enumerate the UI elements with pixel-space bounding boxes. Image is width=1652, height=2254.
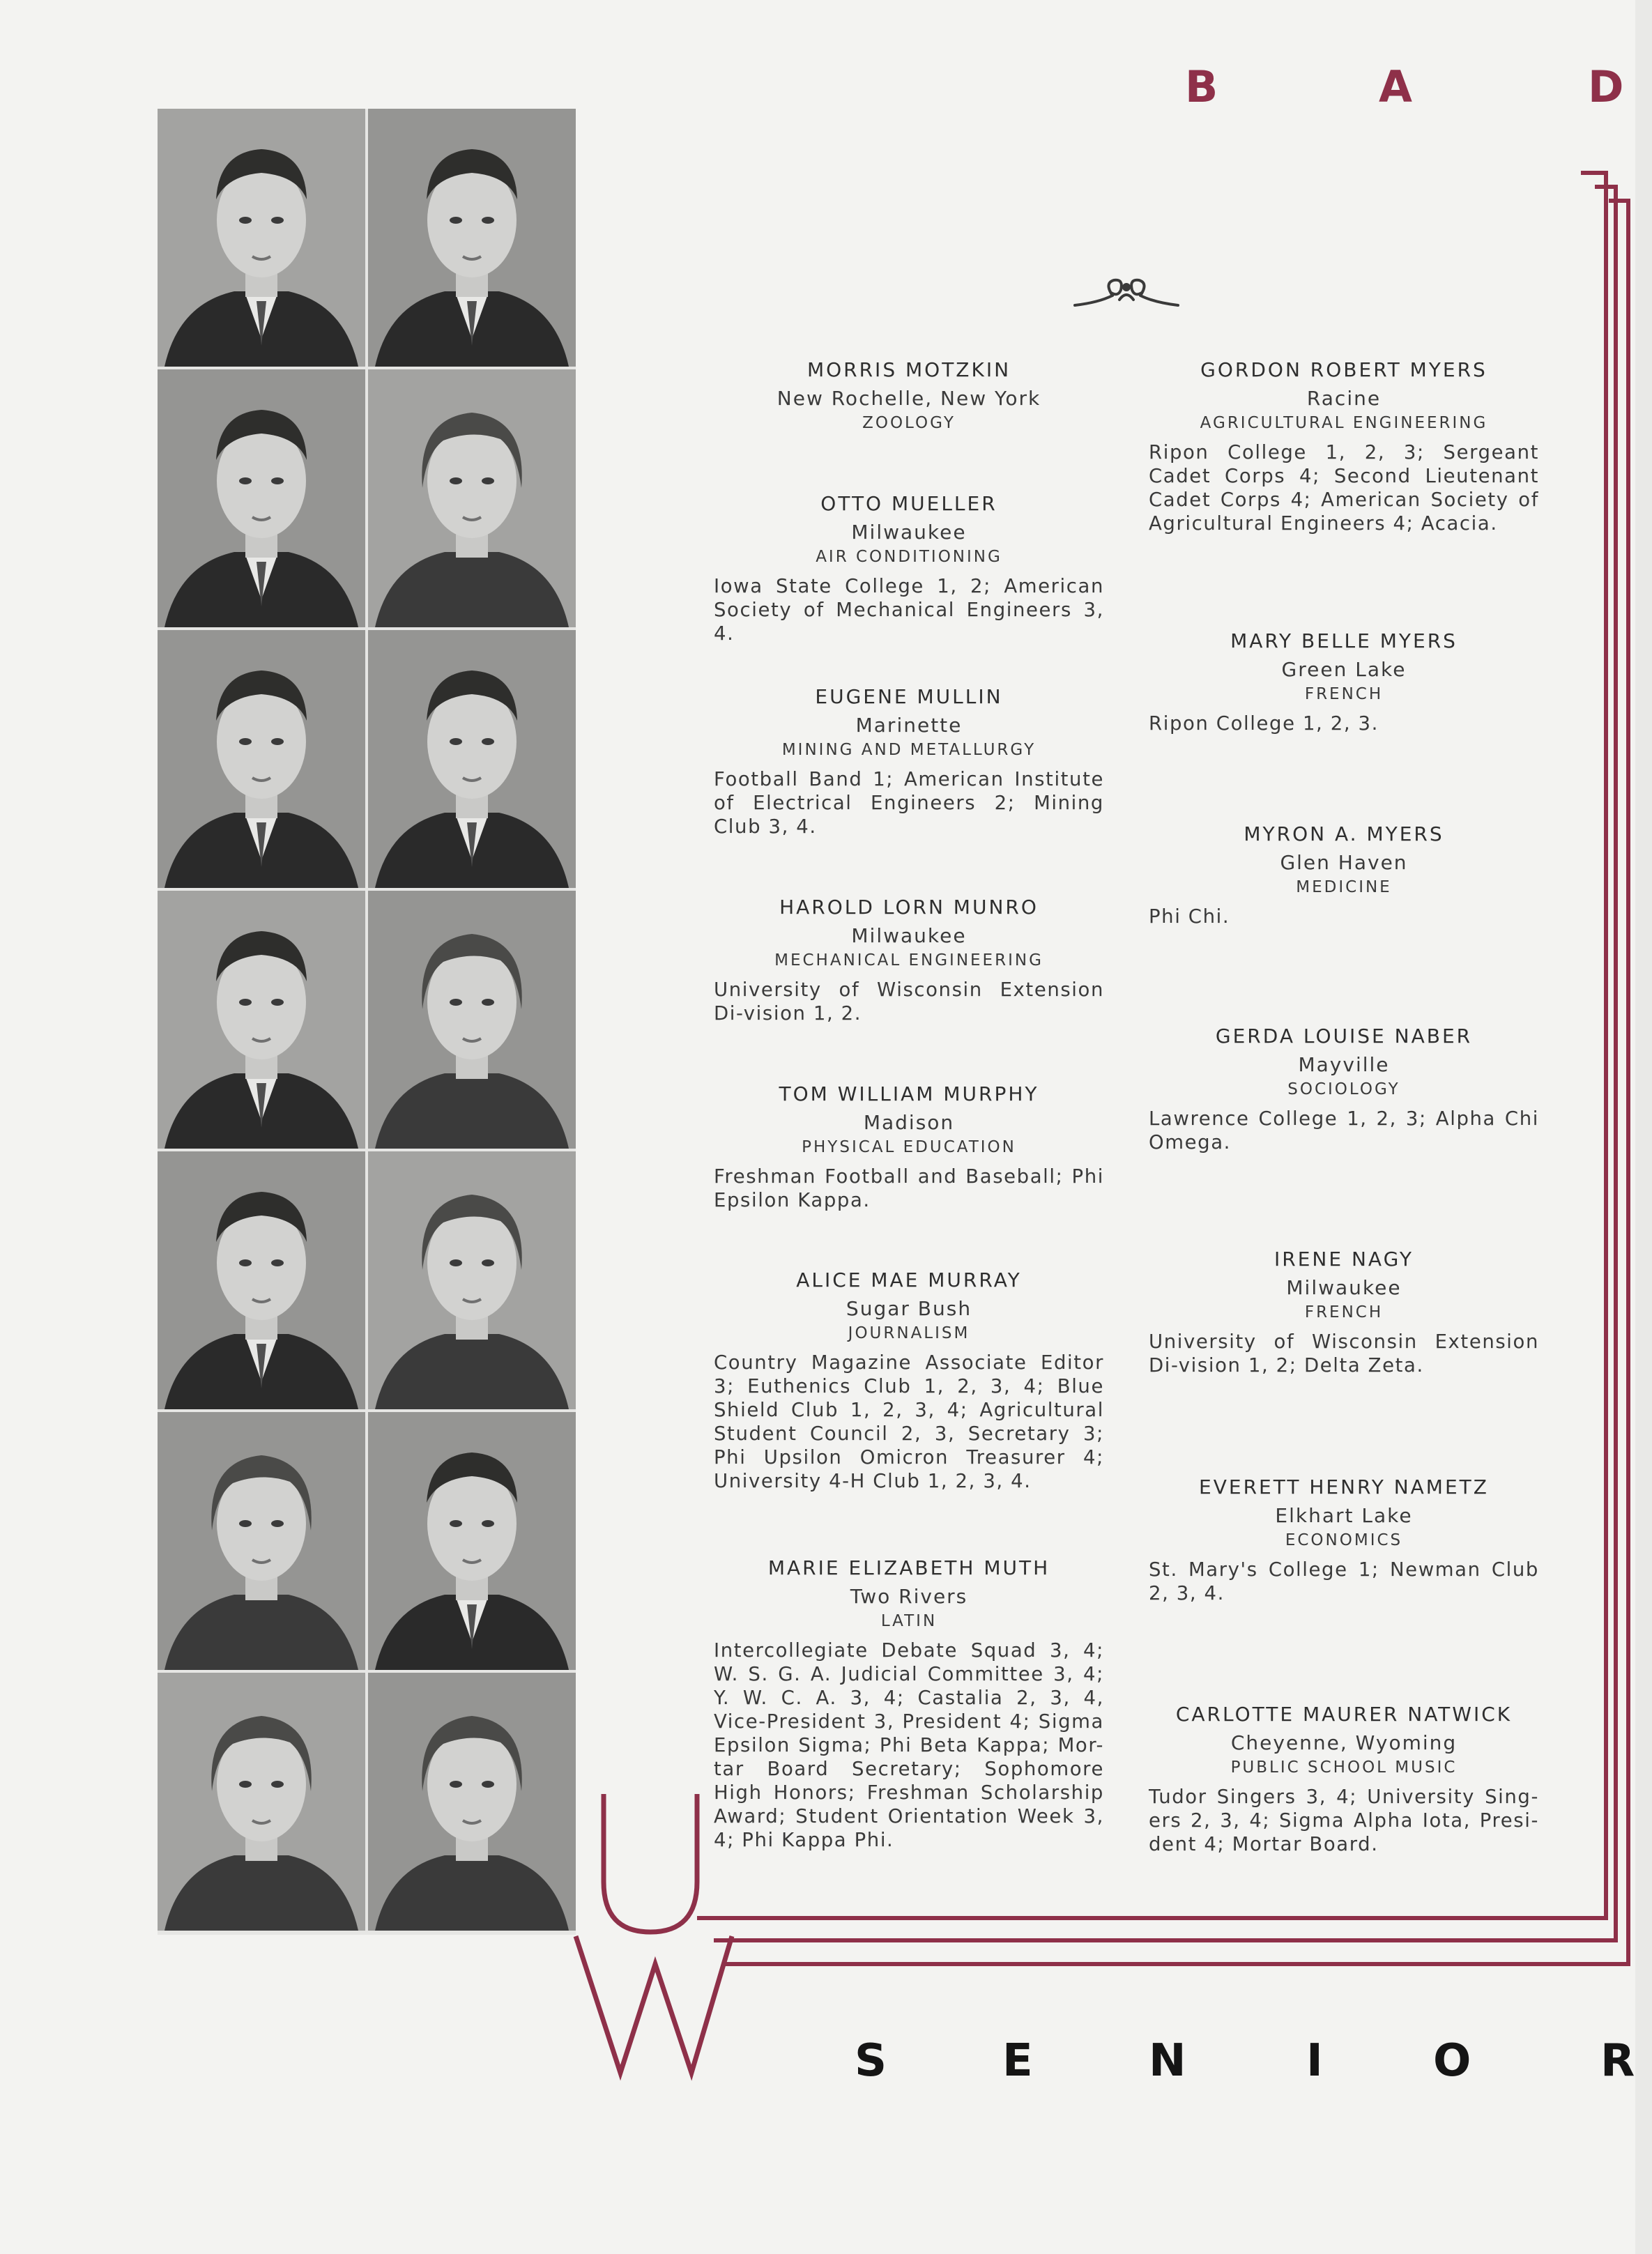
senior-name: GORDON ROBERT MYERS bbox=[1200, 358, 1487, 381]
senior-major: LATIN bbox=[880, 1612, 938, 1630]
senior-entry bbox=[1149, 629, 1539, 735]
senior-name: MORRIS MOTZKIN bbox=[806, 358, 1011, 381]
header-letter: B bbox=[1185, 61, 1218, 112]
senior-portrait bbox=[158, 1151, 365, 1409]
senior-hometown: Glen Haven bbox=[1280, 851, 1408, 874]
senior-name: HAROLD LORN MUNRO bbox=[779, 896, 1039, 919]
senior-major: ZOOLOGY bbox=[862, 414, 956, 432]
senior-activities: Country Magazine Associate Editor 3; Euthenics Club 1, 2, 3, 4; Blue Shield Club 1, 2, 3, 4; Agricultural Student Council 2, 3, Secretary 3; Phi Upsilon Omicron Treasurer 4; University 4-H Club 1, 2, 3, 4. bbox=[714, 1351, 1104, 1492]
senior-activities: Tudor Singers 3, 4; University Sing-ers 2, 3, 4; Sigma Alpha Iota, Presi-dent 4; Mortar Board. bbox=[1149, 1786, 1539, 1855]
senior-portrait bbox=[158, 891, 365, 1149]
header-letter: D bbox=[1588, 61, 1624, 112]
senior-hometown: Milwaukee bbox=[851, 924, 967, 947]
senior-entry bbox=[714, 1268, 1104, 1493]
senior-activities: Ripon College 1, 2, 3. bbox=[1149, 712, 1379, 735]
senior-activities: University of Wisconsin Extension Di-vision 1, 2; Delta Zeta. bbox=[1149, 1331, 1539, 1377]
senior-name: EUGENE MULLIN bbox=[815, 685, 1003, 708]
senior-major: MECHANICAL ENGINEERING bbox=[774, 951, 1043, 969]
senior-hometown: Mayville bbox=[1298, 1053, 1390, 1076]
senior-activities: St. Mary's College 1; Newman Club 2, 3, 4. bbox=[1149, 1558, 1539, 1604]
senior-name: ALICE MAE MURRAY bbox=[796, 1268, 1022, 1291]
senior-hometown: Cheyenne, Wyoming bbox=[1230, 1731, 1458, 1754]
footer-letter: I bbox=[1306, 2035, 1323, 2087]
senior-activities: Intercollegiate Debate Squad 3, 4; W. S. G. A. Judicial Committee 3, 4; Y. W. C. A. 3, 4; Castalia 2, 3, 4, Vice-President 3, President 4; Sigma Epsilon Sigma; Phi Beta Kappa; Mor-tar Board Secretary; Sophomore High Honors; Freshman Scholarship Award; Student Orientation Week 3, 4; Phi Kappa Phi. bbox=[714, 1639, 1104, 1851]
senior-major: FRENCH bbox=[1304, 685, 1384, 703]
monogram-lower: W bbox=[650, 2049, 651, 2050]
senior-major: MEDICINE bbox=[1296, 878, 1392, 896]
senior-major: MINING AND METALLURGY bbox=[781, 741, 1037, 759]
senior-major: FRENCH bbox=[1304, 1303, 1384, 1321]
senior-portrait bbox=[158, 1412, 365, 1670]
senior-major: PHYSICAL EDUCATION bbox=[802, 1138, 1016, 1156]
senior-major: AGRICULTURAL ENGINEERING bbox=[1200, 414, 1488, 432]
senior-name: GERDA LOUISE NABER bbox=[1215, 1025, 1473, 1048]
senior-name: OTTO MUELLER bbox=[820, 492, 997, 515]
senior-portrait bbox=[368, 1412, 576, 1670]
senior-activities: Phi Chi. bbox=[1149, 905, 1230, 928]
senior-entry bbox=[714, 896, 1104, 1025]
senior-major: ECONOMICS bbox=[1285, 1531, 1403, 1549]
footer-letter: O bbox=[1433, 2035, 1471, 2087]
page-edge bbox=[1635, 0, 1652, 2254]
ornament-flourish-icon bbox=[1071, 272, 1182, 314]
footer-letter: S bbox=[855, 2035, 887, 2087]
footer-letter: N bbox=[1149, 2035, 1186, 2087]
senior-hometown: Two Rivers bbox=[850, 1585, 968, 1608]
senior-name: MARIE ELIZABETH MUTH bbox=[767, 1556, 1050, 1579]
senior-portrait bbox=[368, 1151, 576, 1409]
senior-entry bbox=[1149, 1025, 1539, 1154]
senior-hometown: Green Lake bbox=[1281, 658, 1407, 681]
senior-entry bbox=[714, 1082, 1104, 1212]
senior-hometown: New Rochelle, New York bbox=[777, 387, 1041, 410]
senior-entry bbox=[1149, 822, 1539, 928]
senior-hometown: Milwaukee bbox=[1286, 1276, 1402, 1299]
senior-hometown: Milwaukee bbox=[851, 521, 967, 544]
senior-activities: Football Band 1; American Institute of Electrical Engineers 2; Mining Club 3, 4. bbox=[714, 768, 1104, 838]
header-title bbox=[1185, 61, 1631, 124]
senior-portrait bbox=[158, 1673, 365, 1931]
senior-hometown: Madison bbox=[863, 1111, 955, 1134]
senior-hometown: Racine bbox=[1306, 387, 1382, 410]
senior-major: AIR CONDITIONING bbox=[816, 548, 1002, 566]
senior-activities: University of Wisconsin Extension Di-vision 1, 2. bbox=[714, 979, 1104, 1025]
senior-entry bbox=[1149, 358, 1539, 535]
header-letter: A bbox=[1379, 61, 1412, 112]
senior-portrait bbox=[368, 891, 576, 1149]
senior-portrait bbox=[368, 369, 576, 627]
footer-title bbox=[836, 2035, 1645, 2105]
senior-portrait bbox=[368, 1673, 576, 1931]
portrait-grid bbox=[158, 109, 576, 1935]
senior-entry bbox=[1149, 1475, 1539, 1605]
senior-name: TOM WILLIAM MURPHY bbox=[779, 1082, 1039, 1105]
senior-major: PUBLIC SCHOOL MUSIC bbox=[1230, 1758, 1458, 1777]
senior-name: IRENE NAGY bbox=[1274, 1248, 1414, 1271]
senior-portrait bbox=[368, 630, 576, 888]
senior-hometown: Marinette bbox=[855, 714, 963, 737]
senior-name: MYRON A. MYERS bbox=[1244, 822, 1444, 845]
senior-name: MARY BELLE MYERS bbox=[1230, 629, 1458, 652]
senior-major: SOCIOLOGY bbox=[1287, 1080, 1400, 1098]
senior-major: JOURNALISM bbox=[848, 1324, 970, 1342]
senior-activities: Lawrence College 1, 2, 3; Alpha Chi Omega. bbox=[1149, 1107, 1539, 1153]
senior-portrait bbox=[158, 369, 365, 627]
uw-monogram bbox=[576, 1794, 732, 2073]
senior-portrait bbox=[368, 109, 576, 367]
footer-letter: E bbox=[1002, 2035, 1033, 2087]
senior-activities: Iowa State College 1, 2; American Society of Mechanical Engineers 3, 4. bbox=[714, 575, 1104, 645]
senior-hometown: Elkhart Lake bbox=[1275, 1504, 1413, 1527]
senior-activities: Ripon College 1, 2, 3; Sergeant Cadet Corps 4; Second Lieutenant Cadet Corps 4; American Society of Agricultural Engineers 4; Acacia. bbox=[1149, 441, 1539, 535]
senior-name: CARLOTTE MAURER NATWICK bbox=[1175, 1703, 1513, 1726]
senior-name: EVERETT HENRY NAMETZ bbox=[1199, 1475, 1489, 1498]
senior-portrait bbox=[158, 109, 365, 367]
senior-entry bbox=[714, 685, 1104, 838]
senior-hometown: Sugar Bush bbox=[846, 1297, 972, 1320]
senior-portrait bbox=[158, 630, 365, 888]
senior-entry bbox=[714, 358, 1104, 440]
footer-letter: R bbox=[1600, 2035, 1635, 2087]
senior-activities: Freshman Football and Baseball; Phi Epsilon Kappa. bbox=[714, 1165, 1104, 1211]
senior-entry bbox=[1149, 1703, 1539, 1856]
senior-entry bbox=[714, 492, 1104, 645]
senior-entry bbox=[1149, 1248, 1539, 1377]
senior-entry bbox=[714, 1556, 1104, 1852]
